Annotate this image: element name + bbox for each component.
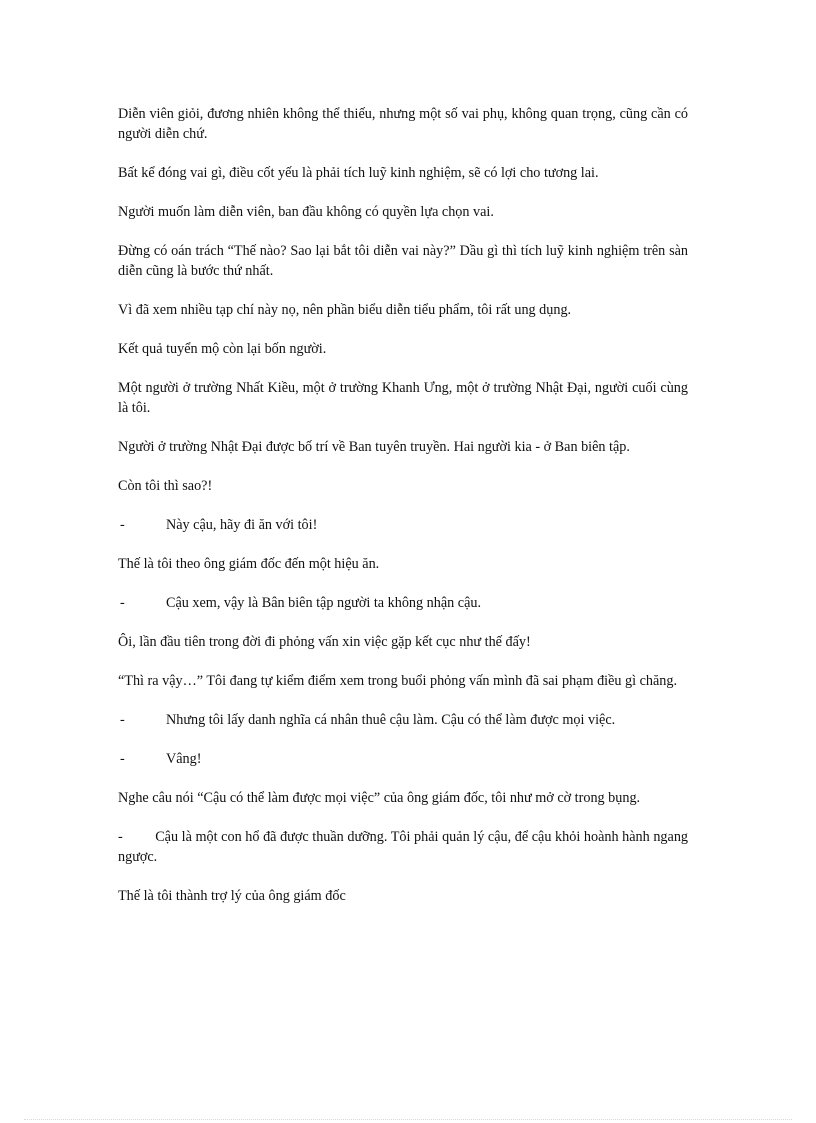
paragraph-19: Thế là tôi thành trợ lý của ông giám đốc: [118, 888, 346, 904]
document-body: [118, 104, 688, 925]
dialogue-line-3: [118, 710, 688, 730]
paragraph-3: Người muốn làm diễn viên, ban đầu không có quyền lựa chọn vai.: [118, 204, 494, 220]
dash-marker: -: [120, 595, 125, 611]
dash-marker: -: [120, 712, 125, 728]
dialogue-text: Này cậu, hãy đi ăn với tôi!: [166, 517, 318, 533]
paragraph-14: “Thì ra vậy…” Tôi đang tự kiểm điểm xem trong buổi phỏng vấn mình đã sai phạm điều gì chăng.: [118, 673, 678, 689]
paragraph-4: Đừng có oán trách “Thế nào? Sao lại bắt tôi diễn vai này?” Dầu gì thì tích luỹ kinh nghiệm trên sàn diễn cũng là bước thứ nhất.: [118, 243, 688, 279]
dialogue-text: Vâng!: [166, 751, 202, 767]
dialogue-text: Cậu là một con hổ đã được thuần dưỡng. Tôi phải quản lý cậu, để cậu khỏi hoành hành ngang ngược.: [118, 829, 689, 865]
dialogue-text: Cậu xem, vậy là Bân biên tập người ta không nhận cậu.: [166, 595, 482, 611]
dialogue-text: Nhưng tôi lấy danh nghĩa cá nhân thuê cậu làm. Cậu có thể làm được mọi việc.: [166, 712, 616, 728]
paragraph-13: Ôi, lần đầu tiên trong đời đi phỏng vấn xin việc gặp kết cục như thế đấy!: [118, 634, 531, 650]
paragraph-11: Thế là tôi theo ông giám đốc đến một hiệu ăn.: [118, 556, 380, 572]
paragraph-18: [118, 827, 688, 867]
paragraph-17: Nghe câu nói “Cậu có thể làm được mọi việc” của ông giám đốc, tôi như mở cờ trong bụng.: [118, 790, 641, 806]
page-bottom-divider: [24, 1119, 792, 1120]
paragraph-7: Một người ở trường Nhất Kiều, một ở trường Khanh Ưng, một ở trường Nhật Đại, người cuối cùng là tôi.: [118, 380, 688, 416]
paragraph-9: Còn tôi thì sao?!: [118, 478, 213, 494]
dash-marker: -: [118, 829, 123, 845]
paragraph-1: Diễn viên giỏi, đương nhiên không thể thiếu, nhưng một số vai phụ, không quan trọng, cũng cần có người diễn chứ.: [118, 106, 688, 142]
dialogue-line-2: [118, 593, 688, 613]
paragraph-5: Vì đã xem nhiều tạp chí này nọ, nên phần biểu diễn tiểu phẩm, tôi rất ung dụng.: [118, 302, 572, 318]
paragraph-2: Bất kể đóng vai gì, điều cốt yếu là phải tích luỹ kinh nghiệm, sẽ có lợi cho tương lai.: [118, 165, 599, 181]
dialogue-line-1: [118, 515, 688, 535]
dialogue-line-4: [118, 749, 688, 769]
dash-marker: -: [120, 751, 125, 767]
dash-marker: -: [120, 517, 125, 533]
paragraph-6: Kết quả tuyển mộ còn lại bốn người.: [118, 341, 327, 357]
paragraph-8: Người ở trường Nhật Đại được bố trí về Ban tuyên truyền. Hai người kia - ở Ban biên tập.: [118, 439, 630, 455]
